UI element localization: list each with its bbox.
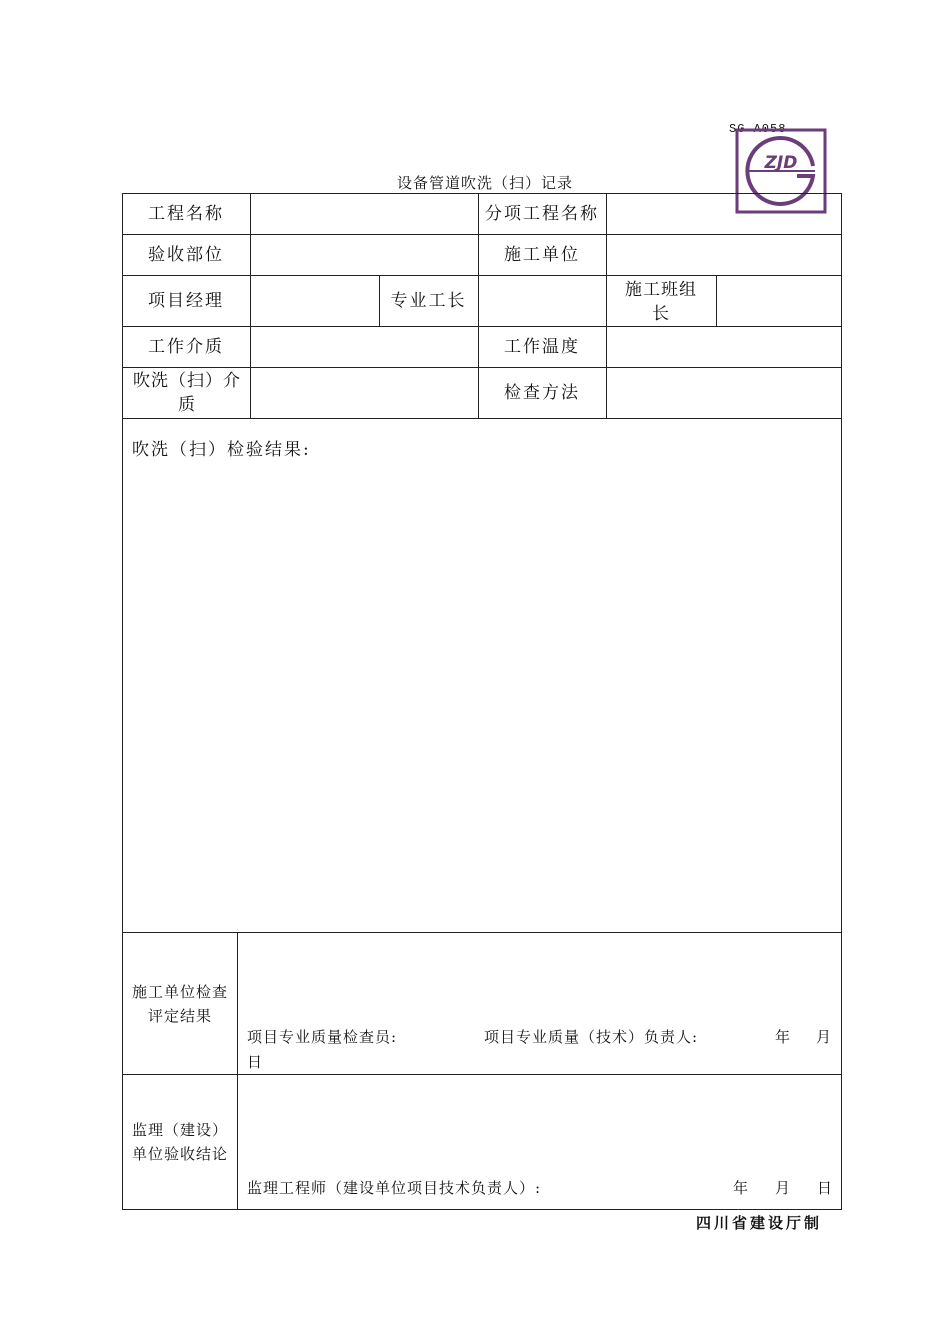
technical-lead-label: 项目专业质量（技术）负责人:: [484, 1028, 699, 1046]
supervision-label: [123, 1118, 237, 1166]
supervision-engineer-label: 监理工程师（建设单位项目技术负责人）:: [247, 1179, 542, 1197]
svg-text:ZJD: ZJD: [764, 153, 798, 173]
label-blow-medium: [124, 369, 250, 418]
supervision-label-line1: 监理（建设）: [131, 1121, 228, 1139]
project-manager-field[interactable]: [251, 276, 379, 326]
project-name-field[interactable]: [251, 194, 478, 234]
team-leader-field[interactable]: [717, 276, 841, 326]
form-code: SG-A058: [729, 122, 787, 136]
label-team-leader: [606, 278, 716, 326]
supervision-month: 月: [775, 1179, 792, 1197]
supervision-content-area[interactable]: [238, 1075, 841, 1175]
construction-check-day: 日: [247, 1053, 264, 1071]
construction-unit-field[interactable]: [607, 235, 841, 275]
construction-check-label-line2: 评定结果: [147, 1007, 212, 1025]
label-project-manager: 项目经理: [148, 290, 224, 311]
issuer-footer: 四川省建设厅制: [695, 1214, 822, 1232]
label-team-leader-line2: 长: [652, 304, 670, 324]
label-sub-project-name: 分项工程名称: [485, 203, 599, 224]
professional-foreman-field[interactable]: [479, 276, 606, 326]
inspection-method-field[interactable]: [607, 368, 841, 418]
label-acceptance-part: 验收部位: [148, 244, 224, 265]
supervision-day: 日: [817, 1179, 834, 1197]
construction-check-label-line1: 施工单位检查: [131, 983, 228, 1001]
construction-check-month: 月: [816, 1028, 833, 1046]
quality-inspector-label: 项目专业质量检查员:: [247, 1028, 398, 1046]
label-team-leader-line1: 施工班组: [625, 280, 697, 300]
document-title: 设备管道吹洗（扫）记录: [396, 174, 573, 192]
supervision-year: 年: [733, 1179, 750, 1197]
label-project-name: 工程名称: [148, 203, 224, 224]
supervision-label-line2: 单位验收结论: [131, 1145, 228, 1163]
label-construction-unit: 施工单位: [504, 244, 580, 265]
blow-medium-field[interactable]: [251, 368, 478, 418]
result-heading: 吹洗（扫）检验结果:: [132, 440, 311, 460]
sub-project-name-field[interactable]: [607, 194, 841, 234]
label-blow-medium-line1: 吹洗（扫）介: [133, 371, 241, 391]
construction-check-label: [123, 980, 237, 1028]
label-inspection-method: 检查方法: [504, 382, 580, 403]
label-professional-foreman: 专业工长: [390, 290, 467, 311]
construction-check-year: 年: [775, 1028, 792, 1046]
label-working-temperature: 工作温度: [504, 336, 580, 357]
construction-check-content-area[interactable]: [238, 933, 841, 1023]
working-medium-field[interactable]: [251, 327, 478, 367]
working-temperature-field[interactable]: [607, 327, 841, 367]
acceptance-part-field[interactable]: [251, 235, 478, 275]
label-blow-medium-line2: 质: [178, 395, 196, 415]
label-working-medium: 工作介质: [148, 336, 224, 357]
result-text-area[interactable]: [123, 470, 841, 932]
